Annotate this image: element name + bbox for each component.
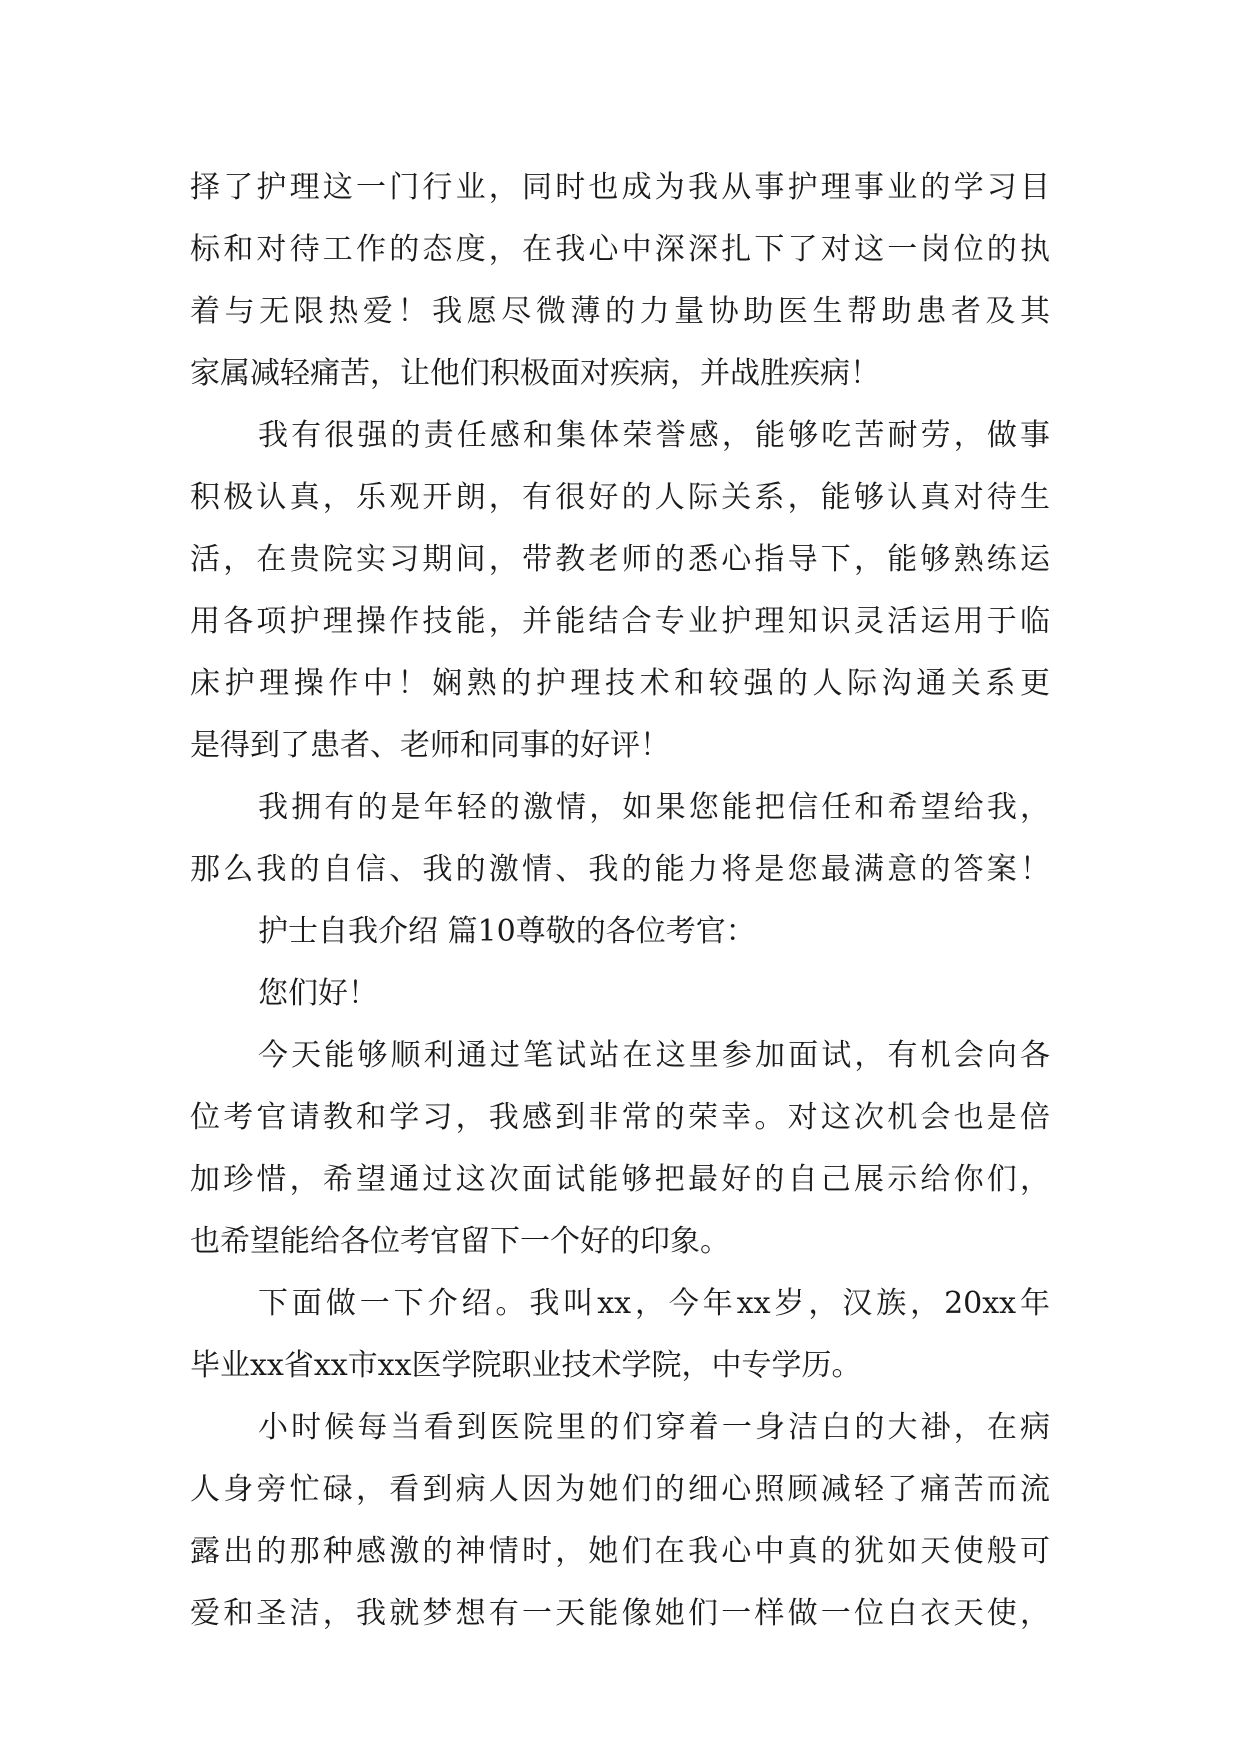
text-line: 护士自我介绍 篇10尊敬的各位考官： <box>258 914 756 949</box>
text-line: 家属减轻痛苦，让他们积极面对疾病，并战胜疾病！ <box>190 356 880 391</box>
text-line: 人身旁忙碌，看到病人因为她们的细心照顾减轻了痛苦而流 <box>190 1472 1050 1507</box>
text-line: 积极认真，乐观开朗，有很好的人际关系，能够认真对待生 <box>190 480 1050 515</box>
text-line: 择了护理这一门行业，同时也成为我从事护理事业的学习目 <box>190 170 1050 205</box>
text-line: 您们好！ <box>258 976 378 1011</box>
text-line: 是得到了患者、老师和同事的好评！ <box>190 728 670 763</box>
text-line: 床护理操作中！娴熟的护理技术和较强的人际沟通关系更 <box>190 666 1050 701</box>
text-line: 下面做一下介绍。我叫xx，今年xx岁，汉族，20xx年 <box>258 1286 1050 1321</box>
text-line: 那么我的自信、我的激情、我的能力将是您最满意的答案！ <box>190 852 1050 887</box>
text-line: 也希望能给各位考官留下一个好的印象。 <box>190 1224 730 1259</box>
text-line: 用各项护理操作技能，并能结合专业护理知识灵活运用于临 <box>190 604 1050 639</box>
text-line: 露出的那种感激的神情时，她们在我心中真的犹如天使般可 <box>190 1534 1050 1569</box>
document-body <box>190 157 1050 1645</box>
text-line: 我有很强的责任感和集体荣誉感，能够吃苦耐劳，做事 <box>258 418 1050 453</box>
text-line: 标和对待工作的态度，在我心中深深扎下了对这一岗位的执 <box>190 232 1050 267</box>
text-line: 毕业xx省xx市xx医学院职业技术学院，中专学历。 <box>190 1348 862 1383</box>
text-line: 位考官请教和学习，我感到非常的荣幸。对这次机会也是倍 <box>190 1100 1050 1135</box>
text-line: 今天能够顺利通过笔试站在这里参加面试，有机会向各 <box>258 1038 1050 1073</box>
text-line: 小时候每当看到医院里的们穿着一身洁白的大褂，在病 <box>258 1410 1050 1445</box>
text-line: 我拥有的是年轻的激情，如果您能把信任和希望给我， <box>258 790 1050 825</box>
text-line: 爱和圣洁，我就梦想有一天能像她们一样做一位白衣天使， <box>190 1596 1050 1631</box>
text-line: 活，在贵院实习期间，带教老师的悉心指导下，能够熟练运 <box>190 542 1050 577</box>
text-line: 加珍惜，希望通过这次面试能够把最好的自己展示给你们， <box>190 1162 1050 1197</box>
text-line: 着与无限热爱！我愿尽微薄的力量协助医生帮助患者及其 <box>190 294 1050 329</box>
